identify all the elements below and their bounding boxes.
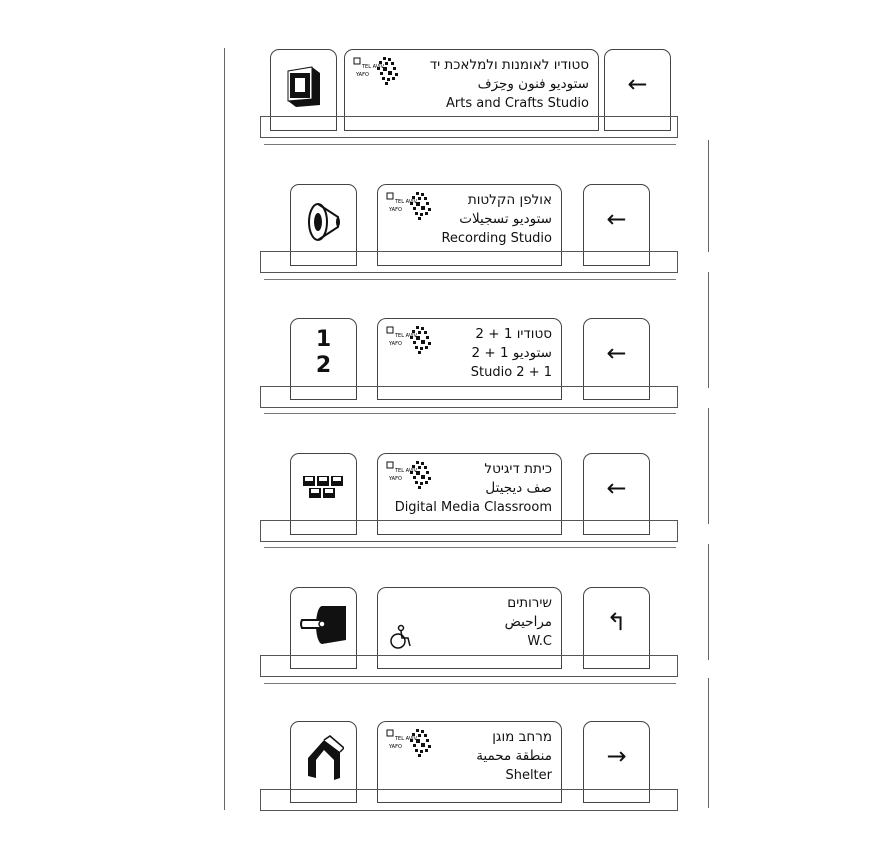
english-label: Digital Media Classroom — [394, 500, 552, 515]
arabic-label: ستوديو تسجيلات — [459, 211, 552, 227]
arabic-label: مراحيض — [504, 614, 552, 630]
svg-text:YAFO: YAFO — [389, 744, 402, 750]
square-frame-icon — [284, 63, 324, 109]
right-vertical-line-1 — [708, 140, 709, 252]
pixel-logo-icon — [386, 728, 432, 762]
svg-text:TEL AVIV: TEL AVIV — [395, 199, 418, 205]
shelf — [260, 655, 678, 677]
left-vertical-line — [224, 48, 225, 810]
arrow-right-icon: → — [606, 742, 627, 770]
divider-line — [264, 413, 676, 414]
keyboard-keys-icon — [301, 474, 347, 504]
shelf — [260, 789, 678, 811]
hebrew-label: כיתת דיגיטל — [484, 461, 552, 477]
divider-line — [264, 144, 676, 145]
divider-line — [264, 279, 676, 280]
house-outline-icon — [304, 734, 344, 784]
shelf — [260, 116, 678, 138]
hebrew-label: סטודיו לאומנות ולמלאכת יד — [429, 57, 589, 73]
arrow-left-icon: ← — [627, 70, 648, 98]
svg-text:TEL AVIV: TEL AVIV — [395, 333, 418, 339]
hebrew-label: סטודיו 1 + 2 — [475, 326, 552, 342]
arrow-turn-left-icon: ↰ — [606, 608, 627, 636]
shelf — [260, 520, 678, 542]
arrow-left-icon: ← — [606, 474, 627, 502]
arabic-label: منطقة محمية — [476, 748, 552, 764]
wheelchair-icon — [388, 624, 414, 650]
right-vertical-line-5 — [708, 678, 709, 808]
pixel-logo-icon — [386, 325, 432, 359]
shelf — [260, 251, 678, 273]
right-vertical-line-2 — [708, 272, 709, 388]
divider-line — [264, 547, 676, 548]
english-label: Studio 2 + 1 — [470, 365, 552, 380]
english-label: Arts and Crafts Studio — [446, 96, 589, 111]
svg-text:YAFO: YAFO — [389, 207, 402, 213]
divider-line — [264, 683, 676, 684]
svg-text:YAFO: YAFO — [389, 476, 402, 482]
arabic-label: ستوديو فنون وحِرَف — [477, 76, 589, 92]
svg-text:TEL AVIV: TEL AVIV — [395, 468, 418, 474]
arrow-left-icon: ← — [606, 339, 627, 367]
english-label: Shelter — [505, 768, 552, 783]
toilet-paper-icon — [298, 602, 350, 648]
hebrew-label: אולפן הקלטות — [467, 192, 552, 208]
svg-text:TEL AVIV: TEL AVIV — [362, 64, 385, 70]
right-vertical-line-3 — [708, 408, 709, 524]
svg-text:TEL AVIV: TEL AVIV — [395, 736, 418, 742]
hebrew-label: שירותים — [507, 595, 552, 611]
speaker-cone-icon — [304, 199, 344, 245]
svg-text:YAFO: YAFO — [389, 341, 402, 347]
pixel-logo-icon — [353, 56, 399, 90]
right-vertical-line-4 — [708, 544, 709, 660]
hebrew-label: מרחב מוגן — [492, 729, 552, 745]
english-label: W.C — [527, 634, 552, 649]
arabic-label: ستوديو 1 + 2 — [471, 345, 552, 361]
english-label: Recording Studio — [441, 231, 552, 246]
numbers-icon: 1 2 — [315, 327, 332, 378]
pixel-logo-icon — [386, 191, 432, 225]
shelf — [260, 386, 678, 408]
svg-text:YAFO: YAFO — [356, 72, 369, 78]
arrow-left-icon: ← — [606, 205, 627, 233]
arabic-label: صف ديجيتل — [485, 480, 552, 496]
